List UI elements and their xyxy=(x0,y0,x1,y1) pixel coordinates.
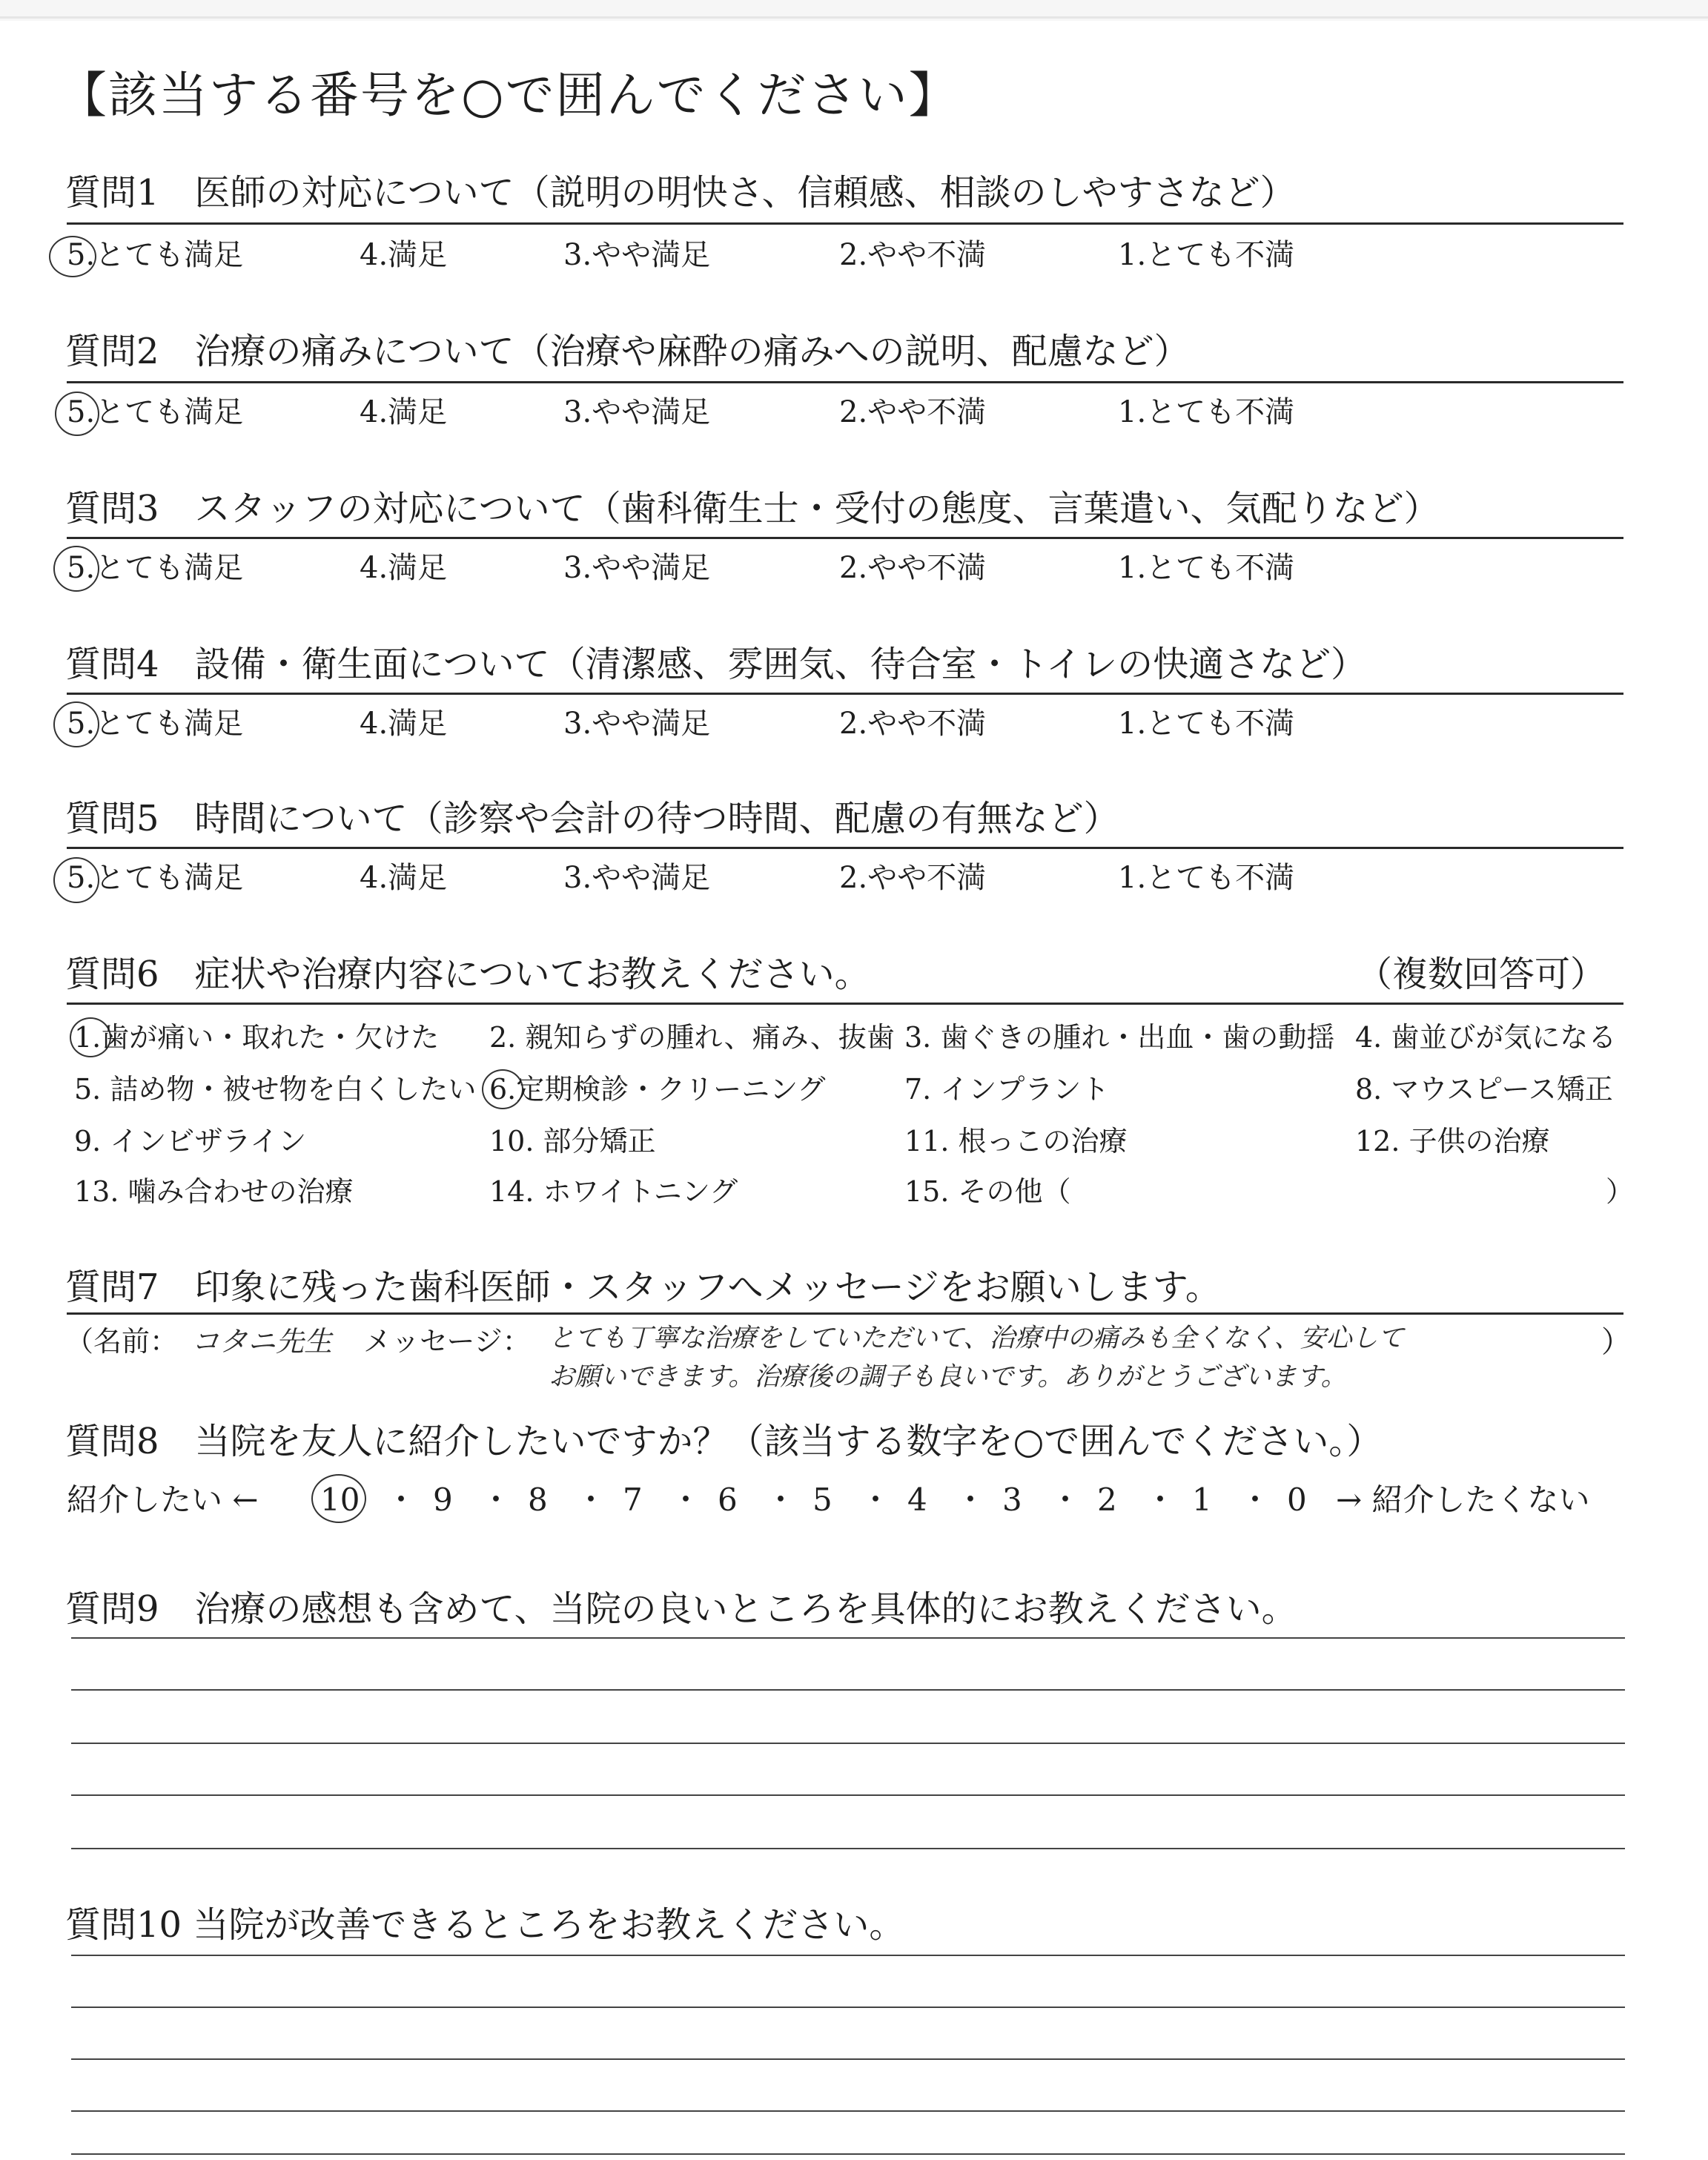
q9-answer-line[interactable] xyxy=(71,1743,1625,1744)
question-3-title: 質問3 スタッフの対応について（歯科衛生士・受付の態度、言葉遣い、気配りなど） xyxy=(65,488,1440,529)
question-1-option-1[interactable]: 1.とても不満 xyxy=(1118,238,1295,272)
q8-scale-3[interactable]: 3 xyxy=(1002,1482,1022,1518)
question-2-option-2[interactable]: 2.やや不満 xyxy=(839,395,987,429)
q8-separator: ・ xyxy=(575,1482,607,1518)
question-7-title: 質問7 印象に残った歯科医師・スタッフへメッセージをお願いします。 xyxy=(65,1266,1221,1308)
q8-scale-10[interactable]: 10 xyxy=(320,1482,360,1518)
question-4-option-4[interactable]: 4.満足 xyxy=(360,707,448,741)
q6-option-13[interactable]: 13. 噛み合わせの治療 xyxy=(74,1175,354,1208)
question-5-option-5[interactable]: 5.とても満足 xyxy=(67,861,244,895)
q9-answer-line[interactable] xyxy=(71,1848,1625,1849)
q8-scale-7[interactable]: 7 xyxy=(623,1482,643,1518)
question-7-rule xyxy=(67,1312,1623,1315)
q6-option-15-close-paren: ） xyxy=(1606,1175,1635,1208)
q6-option-3[interactable]: 3. 歯ぐきの腫れ・出血・歯の動揺 xyxy=(904,1021,1335,1054)
q6-option-6[interactable]: 6.定期検診・クリーニング xyxy=(489,1073,826,1106)
q8-scale-9[interactable]: 9 xyxy=(433,1482,453,1518)
q10-answer-line[interactable] xyxy=(71,2110,1625,2112)
q6-option-10[interactable]: 10. 部分矯正 xyxy=(489,1125,656,1157)
question-5-option-1[interactable]: 1.とても不満 xyxy=(1118,861,1295,895)
q8-scale-5[interactable]: 5 xyxy=(812,1482,833,1518)
q8-separator: ・ xyxy=(765,1482,797,1518)
question-3-option-1[interactable]: 1.とても不満 xyxy=(1118,551,1295,585)
question-3-rule xyxy=(67,537,1623,539)
q6-option-9[interactable]: 9. インビザライン xyxy=(74,1125,307,1157)
question-4-option-5[interactable]: 5.とても満足 xyxy=(67,707,244,741)
q8-separator: ・ xyxy=(1145,1482,1176,1518)
q6-option-8[interactable]: 8. マウスピース矯正 xyxy=(1355,1073,1613,1106)
question-5-rule xyxy=(67,847,1623,849)
question-4-title: 質問4 設備・衛生面について（清潔感、雰囲気、待合室・トイレの快適さなど） xyxy=(65,644,1367,685)
q8-scale-6[interactable]: 6 xyxy=(718,1482,738,1518)
q7-name-prefix: （名前： xyxy=(65,1325,179,1358)
question-4-option-3[interactable]: 3.やや満足 xyxy=(563,707,711,741)
q8-separator: ・ xyxy=(1050,1482,1082,1518)
q8-separator: ・ xyxy=(955,1482,987,1518)
question-2-rule xyxy=(67,381,1623,383)
q6-option-14[interactable]: 14. ホワイトニング xyxy=(489,1175,738,1208)
q6-option-7[interactable]: 7. インプラント xyxy=(904,1073,1110,1106)
q10-answer-line[interactable] xyxy=(71,2058,1625,2060)
q8-scale-4[interactable]: 4 xyxy=(907,1482,927,1518)
q8-separator: ・ xyxy=(1239,1482,1271,1518)
q7-message-line-2: お願いできます。治療後の調子も良いです。ありがとうございます。 xyxy=(549,1362,1347,1392)
question-1-option-5[interactable]: 5.とても満足 xyxy=(67,238,244,272)
q10-answer-line[interactable] xyxy=(71,1955,1625,1956)
question-5-title: 質問5 時間について（診察や会計の待つ時間、配慮の有無など） xyxy=(65,798,1119,839)
question-5-option-4[interactable]: 4.満足 xyxy=(360,861,448,895)
q9-answer-line[interactable] xyxy=(71,1689,1625,1691)
question-5-option-3[interactable]: 3.やや満足 xyxy=(563,861,711,895)
question-1-option-2[interactable]: 2.やや不満 xyxy=(839,238,987,272)
question-2-option-4[interactable]: 4.満足 xyxy=(360,395,448,429)
question-6-rule xyxy=(67,1003,1623,1005)
question-6-title: 質問6 症状や治療内容についてお教えください。 xyxy=(65,954,870,995)
question-3-option-2[interactable]: 2.やや不満 xyxy=(839,551,987,585)
q6-option-15[interactable]: 15. その他（ xyxy=(904,1175,1071,1208)
question-4-option-2[interactable]: 2.やや不満 xyxy=(839,707,987,741)
question-10-title: 質問10 当院が改善できるところをお教えください。 xyxy=(65,1904,905,1946)
q6-option-4[interactable]: 4. 歯並びが気になる xyxy=(1355,1021,1617,1054)
q7-name-handwritten: コタニ先生 xyxy=(191,1325,333,1358)
question-2-option-1[interactable]: 1.とても不満 xyxy=(1118,395,1295,429)
q10-answer-line[interactable] xyxy=(71,2153,1625,2155)
question-9-title: 質問9 治療の感想も含めて、当院の良いところを具体的にお教えください。 xyxy=(65,1588,1297,1630)
page-title: 【該当する番号を○で囲んでください】 xyxy=(58,67,959,124)
q8-separator: ・ xyxy=(385,1482,417,1518)
q6-option-11[interactable]: 11. 根っこの治療 xyxy=(904,1125,1128,1157)
scan-top-edge-line xyxy=(0,16,1708,19)
q8-separator: ・ xyxy=(860,1482,892,1518)
q6-option-5[interactable]: 5. 詰め物・被せ物を白くしたい xyxy=(74,1073,477,1106)
q8-right-label: → 紹介したくない xyxy=(1336,1482,1590,1518)
q8-scale-8[interactable]: 8 xyxy=(528,1482,548,1518)
question-2-option-5[interactable]: 5.とても満足 xyxy=(67,395,244,429)
q7-message-prefix: メッセージ： xyxy=(363,1325,531,1358)
q8-scale-2[interactable]: 2 xyxy=(1097,1482,1117,1518)
question-1-rule xyxy=(67,222,1623,225)
question-3-option-3[interactable]: 3.やや満足 xyxy=(563,551,711,585)
q8-scale-0[interactable]: 0 xyxy=(1287,1482,1307,1518)
q8-separator: ・ xyxy=(670,1482,702,1518)
q8-scale-1[interactable]: 1 xyxy=(1192,1482,1212,1518)
q6-option-12[interactable]: 12. 子供の治療 xyxy=(1355,1125,1550,1157)
q8-separator: ・ xyxy=(480,1482,512,1518)
question-1-option-3[interactable]: 3.やや満足 xyxy=(563,238,711,272)
q10-answer-line[interactable] xyxy=(71,2007,1625,2008)
question-5-option-2[interactable]: 2.やや不満 xyxy=(839,861,987,895)
q9-answer-line[interactable] xyxy=(71,1794,1625,1796)
q7-message-line-1: とても丁寧な治療をしていただいて、治療中の痛みも全くなく、安心して xyxy=(549,1324,1404,1353)
question-4-option-1[interactable]: 1.とても不満 xyxy=(1118,707,1295,741)
question-6-multiple-note: （複数回答可） xyxy=(1357,954,1606,995)
q8-left-label: 紹介したい ← xyxy=(67,1482,259,1518)
question-3-option-4[interactable]: 4.満足 xyxy=(360,551,448,585)
q7-close-paren: ） xyxy=(1601,1325,1631,1359)
q6-option-2[interactable]: 2. 親知らずの腫れ、痛み、抜歯 xyxy=(489,1021,895,1054)
question-2-title: 質問2 治療の痛みについて（治療や麻酔の痛みへの説明、配慮など） xyxy=(65,331,1190,372)
q9-answer-line[interactable] xyxy=(71,1637,1625,1639)
question-4-rule xyxy=(67,693,1623,695)
question-1-option-4[interactable]: 4.満足 xyxy=(360,238,448,272)
question-1-title: 質問1 医師の対応について（説明の明快さ、信頼感、相談のしやすさなど） xyxy=(65,172,1296,214)
question-3-option-5[interactable]: 5.とても満足 xyxy=(67,551,244,585)
q6-option-1[interactable]: 1.歯が痛い・取れた・欠けた xyxy=(74,1021,440,1054)
question-8-title: 質問8 当院を友人に紹介したいですか？（該当する数字を○で囲んでください。） xyxy=(65,1421,1383,1462)
question-2-option-3[interactable]: 3.やや満足 xyxy=(563,395,711,429)
